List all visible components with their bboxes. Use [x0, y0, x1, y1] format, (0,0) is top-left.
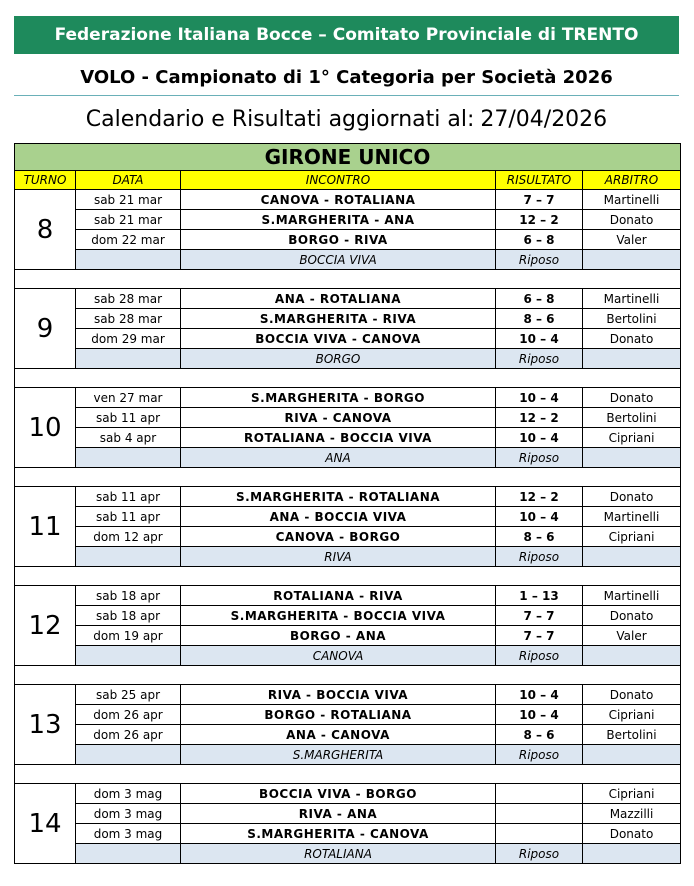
round-number: 8 [15, 190, 76, 270]
round-separator [15, 567, 681, 586]
match-score: 12 – 2 [496, 487, 583, 507]
match-teams: ANA - CANOVA [181, 725, 496, 745]
round-separator [15, 666, 681, 685]
match-row [15, 804, 681, 824]
match-date: dom 3 mag [76, 784, 181, 804]
match-referee: Bertolini [583, 309, 681, 329]
match-teams: BORGO - ROTALIANA [181, 705, 496, 725]
match-score [496, 824, 583, 844]
match-score: 10 – 4 [496, 507, 583, 527]
match-referee: Martinelli [583, 586, 681, 606]
match-date: sab 11 apr [76, 408, 181, 428]
round-separator-cell [15, 567, 681, 586]
col-header-risultato: RISULTATO [496, 171, 583, 190]
match-referee: Valer [583, 230, 681, 250]
match-referee: Cipriani [583, 784, 681, 804]
round-separator [15, 765, 681, 784]
match-referee: Cipriani [583, 705, 681, 725]
round-separator [15, 369, 681, 388]
match-row [15, 329, 681, 349]
col-header-arbitro: ARBITRO [583, 171, 681, 190]
column-header-row [15, 171, 681, 190]
round-number: 13 [15, 685, 76, 765]
match-row [15, 388, 681, 408]
rest-empty-cell [583, 250, 681, 270]
round-separator-cell [15, 666, 681, 685]
match-teams: ANA - BOCCIA VIVA [181, 507, 496, 527]
resting-team: CANOVA [181, 646, 496, 666]
match-referee: Donato [583, 487, 681, 507]
rest-empty-cell [76, 646, 181, 666]
match-date: sab 11 apr [76, 507, 181, 527]
match-date: sab 18 apr [76, 606, 181, 626]
match-score: 10 – 4 [496, 705, 583, 725]
update-line [14, 102, 679, 136]
federation-banner [14, 16, 679, 54]
match-row [15, 606, 681, 626]
match-score: 10 – 4 [496, 329, 583, 349]
rest-empty-cell [76, 547, 181, 567]
match-score: 6 – 8 [496, 230, 583, 250]
match-date: sab 4 apr [76, 428, 181, 448]
rest-empty-cell [76, 250, 181, 270]
round-separator-cell [15, 270, 681, 289]
match-score: 7 – 7 [496, 190, 583, 210]
round-separator-cell [15, 765, 681, 784]
match-score: 12 – 2 [496, 210, 583, 230]
rest-row [15, 844, 681, 864]
round-separator [15, 270, 681, 289]
match-teams: BORGO - RIVA [181, 230, 496, 250]
col-header-incontro: INCONTRO [181, 171, 496, 190]
match-row [15, 190, 681, 210]
match-row [15, 725, 681, 745]
match-teams: CANOVA - BORGO [181, 527, 496, 547]
rest-label: Riposo [496, 745, 583, 765]
match-teams: S.MARGHERITA - BORGO [181, 388, 496, 408]
match-row [15, 685, 681, 705]
match-row [15, 309, 681, 329]
match-row [15, 527, 681, 547]
match-row [15, 626, 681, 646]
rest-row [15, 745, 681, 765]
match-row [15, 784, 681, 804]
match-score: 10 – 4 [496, 428, 583, 448]
match-date: sab 21 mar [76, 210, 181, 230]
update-label: Calendario e Risultati aggiornati al: [85, 106, 475, 132]
rest-row [15, 547, 681, 567]
match-teams: RIVA - CANOVA [181, 408, 496, 428]
match-row [15, 230, 681, 250]
rest-empty-cell [583, 844, 681, 864]
match-referee: Valer [583, 626, 681, 646]
match-teams: ANA - ROTALIANA [181, 289, 496, 309]
match-teams: S.MARGHERITA - CANOVA [181, 824, 496, 844]
match-row [15, 408, 681, 428]
group-title: GIRONE UNICO [15, 144, 681, 171]
resting-team: ANA [181, 448, 496, 468]
match-row [15, 428, 681, 448]
match-teams: BOCCIA VIVA - BORGO [181, 784, 496, 804]
match-teams: ROTALIANA - BOCCIA VIVA [181, 428, 496, 448]
rest-row [15, 646, 681, 666]
championship-title-text: VOLO - Campionato di 1° Categoria per Società 2026 [80, 67, 613, 88]
rest-label: Riposo [496, 844, 583, 864]
rest-label: Riposo [496, 547, 583, 567]
match-date: dom 3 mag [76, 804, 181, 824]
match-referee: Bertolini [583, 408, 681, 428]
match-row [15, 705, 681, 725]
match-referee: Donato [583, 685, 681, 705]
match-date: dom 3 mag [76, 824, 181, 844]
resting-team: RIVA [181, 547, 496, 567]
match-teams: S.MARGHERITA - ROTALIANA [181, 487, 496, 507]
round-number: 14 [15, 784, 76, 864]
match-date: sab 28 mar [76, 289, 181, 309]
match-score: 1 – 13 [496, 586, 583, 606]
match-date: dom 26 apr [76, 705, 181, 725]
match-date: dom 29 mar [76, 329, 181, 349]
schedule-table [14, 143, 681, 864]
match-date: sab 11 apr [76, 487, 181, 507]
round-number: 10 [15, 388, 76, 468]
match-row [15, 210, 681, 230]
rest-empty-cell [583, 448, 681, 468]
championship-title [14, 60, 679, 96]
match-score: 7 – 7 [496, 626, 583, 646]
match-score: 10 – 4 [496, 388, 583, 408]
match-referee: Donato [583, 329, 681, 349]
match-score: 7 – 7 [496, 606, 583, 626]
round-separator [15, 468, 681, 487]
rest-empty-cell [583, 349, 681, 369]
match-score [496, 804, 583, 824]
match-referee: Donato [583, 824, 681, 844]
resting-team: ROTALIANA [181, 844, 496, 864]
match-row [15, 289, 681, 309]
rest-label: Riposo [496, 646, 583, 666]
match-score: 6 – 8 [496, 289, 583, 309]
rest-empty-cell [76, 448, 181, 468]
match-date: sab 28 mar [76, 309, 181, 329]
match-referee: Bertolini [583, 725, 681, 745]
match-score: 8 – 6 [496, 725, 583, 745]
match-teams: S.MARGHERITA - RIVA [181, 309, 496, 329]
match-score: 10 – 4 [496, 685, 583, 705]
match-referee: Martinelli [583, 190, 681, 210]
match-teams: RIVA - BOCCIA VIVA [181, 685, 496, 705]
match-referee: Donato [583, 388, 681, 408]
rest-empty-cell [76, 349, 181, 369]
match-row [15, 487, 681, 507]
match-date: dom 12 apr [76, 527, 181, 547]
group-title-row [15, 144, 681, 171]
rest-empty-cell [583, 646, 681, 666]
match-referee: Martinelli [583, 289, 681, 309]
rest-empty-cell [583, 745, 681, 765]
match-teams: S.MARGHERITA - ANA [181, 210, 496, 230]
round-separator-cell [15, 468, 681, 487]
rest-label: Riposo [496, 349, 583, 369]
match-score: 12 – 2 [496, 408, 583, 428]
match-score: 8 – 6 [496, 527, 583, 547]
col-header-data: DATA [76, 171, 181, 190]
rest-row [15, 448, 681, 468]
rest-label: Riposo [496, 448, 583, 468]
match-date: dom 19 apr [76, 626, 181, 646]
match-referee: Cipriani [583, 428, 681, 448]
match-teams: S.MARGHERITA - BOCCIA VIVA [181, 606, 496, 626]
round-number: 9 [15, 289, 76, 369]
match-score [496, 784, 583, 804]
match-score: 8 – 6 [496, 309, 583, 329]
match-referee: Martinelli [583, 507, 681, 527]
update-date: 27/04/2026 [480, 106, 608, 132]
match-date: dom 26 apr [76, 725, 181, 745]
rest-row [15, 349, 681, 369]
match-row [15, 586, 681, 606]
rest-label: Riposo [496, 250, 583, 270]
match-date: ven 27 mar [76, 388, 181, 408]
match-referee: Mazzilli [583, 804, 681, 824]
match-teams: BOCCIA VIVA - CANOVA [181, 329, 496, 349]
match-teams: RIVA - ANA [181, 804, 496, 824]
rest-row [15, 250, 681, 270]
resting-team: S.MARGHERITA [181, 745, 496, 765]
match-teams: CANOVA - ROTALIANA [181, 190, 496, 210]
match-referee: Donato [583, 210, 681, 230]
match-date: sab 21 mar [76, 190, 181, 210]
match-date: dom 22 mar [76, 230, 181, 250]
match-referee: Cipriani [583, 527, 681, 547]
col-header-turno: TURNO [15, 171, 76, 190]
match-referee: Donato [583, 606, 681, 626]
match-row [15, 824, 681, 844]
match-teams: ROTALIANA - RIVA [181, 586, 496, 606]
match-date: sab 25 apr [76, 685, 181, 705]
resting-team: BORGO [181, 349, 496, 369]
rest-empty-cell [76, 844, 181, 864]
match-teams: BORGO - ANA [181, 626, 496, 646]
round-number: 11 [15, 487, 76, 567]
match-date: sab 18 apr [76, 586, 181, 606]
round-number: 12 [15, 586, 76, 666]
federation-title: Federazione Italiana Bocce – Comitato Provinciale di TRENTO [54, 25, 639, 45]
rest-empty-cell [76, 745, 181, 765]
resting-team: BOCCIA VIVA [181, 250, 496, 270]
round-separator-cell [15, 369, 681, 388]
rest-empty-cell [583, 547, 681, 567]
match-row [15, 507, 681, 527]
